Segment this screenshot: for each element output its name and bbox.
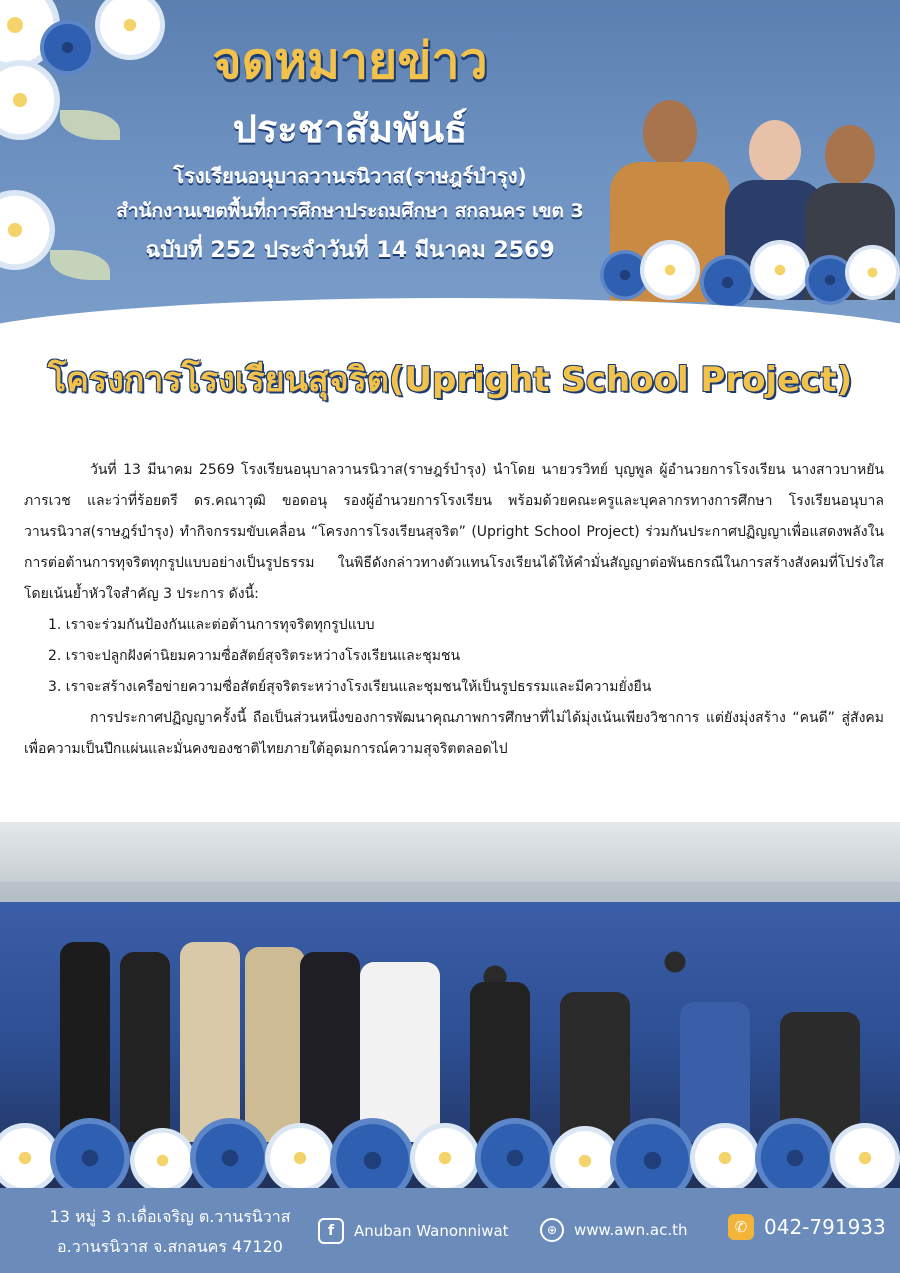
flower-decoration [130, 1128, 195, 1193]
facebook-name: Anuban Wanonniwat [354, 1222, 509, 1240]
list-item: 3. เราจะสร้างเครือข่ายความซื่อสัตย์สุจริตระหว่างโรงเรียนและชุมชนให้เป็นรูปธรรมและมีความยั่งยืน [48, 679, 652, 695]
header-wave [0, 298, 900, 330]
photo-person [60, 942, 110, 1142]
newsletter-title: จดหมายข่าว [212, 32, 488, 90]
footer-address [20, 1202, 320, 1262]
phone-number: 042-791933 [764, 1215, 886, 1239]
list-item: 2. เราจะปลูกฝังค่านิยมความซื่อสัตย์สุจริตระหว่างโรงเรียนและชุมชน [48, 648, 461, 664]
flower-decoration [190, 1118, 270, 1198]
leaf-decoration [60, 110, 120, 140]
phone-icon: ✆ [728, 1214, 754, 1240]
issue-line: ฉบับที่ 252 ประจำวันที่ 14 มีนาคม 2569 [145, 238, 555, 263]
article-paragraph-2: การประกาศปฏิญญาครั้งนี้ ถือเป็นส่วนหนึ่งของการพัฒนาคุณภาพการศึกษาที่ไม่ได้มุ่งเน้นเพียงวิชาการ แต่ยังมุ่งสร้าง “คนดี” สู่สังคม เพื่อความเป็นปึกแผ่นและมั่นคงของชาติไทยภายใต้อุดมการณ์ความสุจริตตลอดไป [24, 710, 884, 757]
footer [0, 1188, 900, 1273]
globe-icon: ⊕ [540, 1218, 564, 1242]
leaf-decoration [50, 250, 110, 280]
address-line-1: 13 หมู่ 3 ถ.เดื่อเจริญ ต.วานรนิวาส [49, 1207, 291, 1226]
flower-decoration [690, 1123, 760, 1193]
article-body [24, 455, 884, 765]
flower-decoration [50, 1118, 130, 1198]
flower-decoration [845, 245, 900, 300]
article-paragraph-1: วันที่ 13 มีนาคม 2569 โรงเรียนอนุบาลวานรนิวาส(ราษฎร์บำรุง) นำโดย นายวรวิทย์ บุญพูล ผู้อำนวยการโรงเรียน นางสาวบาหยัน ภารเวช และว่าที่ร้อยตรี ดร.คณาวุฒิ ขอดอนุ รองผู้อำนวยการโรงเรียน พร้อมด้วยคณะครูและบุคลากรทางการศึกษา โรงเรียนอนุบาลวานรนิวาส(ราษฎร์บำรุง) ทำกิจกรรมขับเคลื่อน “โครงการโรงเรียนสุจริต” (Upright School Project) ร่วมกันประกาศปฏิญญาเพื่อแสดงพลังในการต่อต้านการทุจริตทุกรูปแบบอย่างเป็นรูปธรรม ในพิธีดังกล่าวทางตัวแทนโรงเรียนได้ให้คำมั่นสัญญาต่อพันธกรณีในการสร้างสังคมที่โปร่งใส โดยเน้นย้ำหัวใจสำคัญ 3 ประการ ดังนี้: [24, 462, 884, 602]
phone-link[interactable] [728, 1214, 886, 1240]
facebook-link[interactable] [318, 1218, 509, 1244]
header-banner [0, 0, 900, 330]
flower-decoration [410, 1123, 480, 1193]
photo-person [245, 947, 305, 1142]
flower-decoration [700, 255, 755, 310]
project-title: โครงการโรงเรียนสุจริต(Upright School Project) [47, 360, 853, 400]
flower-decoration [0, 60, 60, 140]
photo-person [360, 962, 440, 1142]
flower-decoration [265, 1123, 335, 1193]
flower-border [0, 1118, 900, 1198]
website-url: www.awn.ac.th [574, 1221, 688, 1239]
facebook-icon: f [318, 1218, 344, 1244]
flower-decoration [40, 20, 95, 75]
photo-person [120, 952, 170, 1142]
flower-decoration [0, 190, 55, 270]
photo-person [300, 952, 360, 1142]
photo-wall [0, 822, 900, 882]
photo-person [180, 942, 240, 1142]
flower-decoration [750, 240, 810, 300]
school-name: โรงเรียนอนุบาลวานรนิวาส(ราษฎร์บำรุง) [173, 164, 527, 188]
office-name: สำนักงานเขตพื้นที่การศึกษาประถมศึกษา สกลนคร เขต 3 [116, 200, 584, 222]
flower-decoration [755, 1118, 835, 1198]
list-item: 1. เราจะร่วมกันป้องกันและต่อต้านการทุจริตทุกรูปแบบ [48, 617, 375, 633]
address-line-2: อ.วานรนิวาส จ.สกลนคร 47120 [57, 1237, 283, 1256]
website-link[interactable] [540, 1218, 688, 1242]
flower-decoration [475, 1118, 555, 1198]
newsletter-subtitle: ประชาสัมพันธ์ [232, 107, 468, 151]
flower-decoration [640, 240, 700, 300]
flower-decoration [830, 1123, 900, 1193]
